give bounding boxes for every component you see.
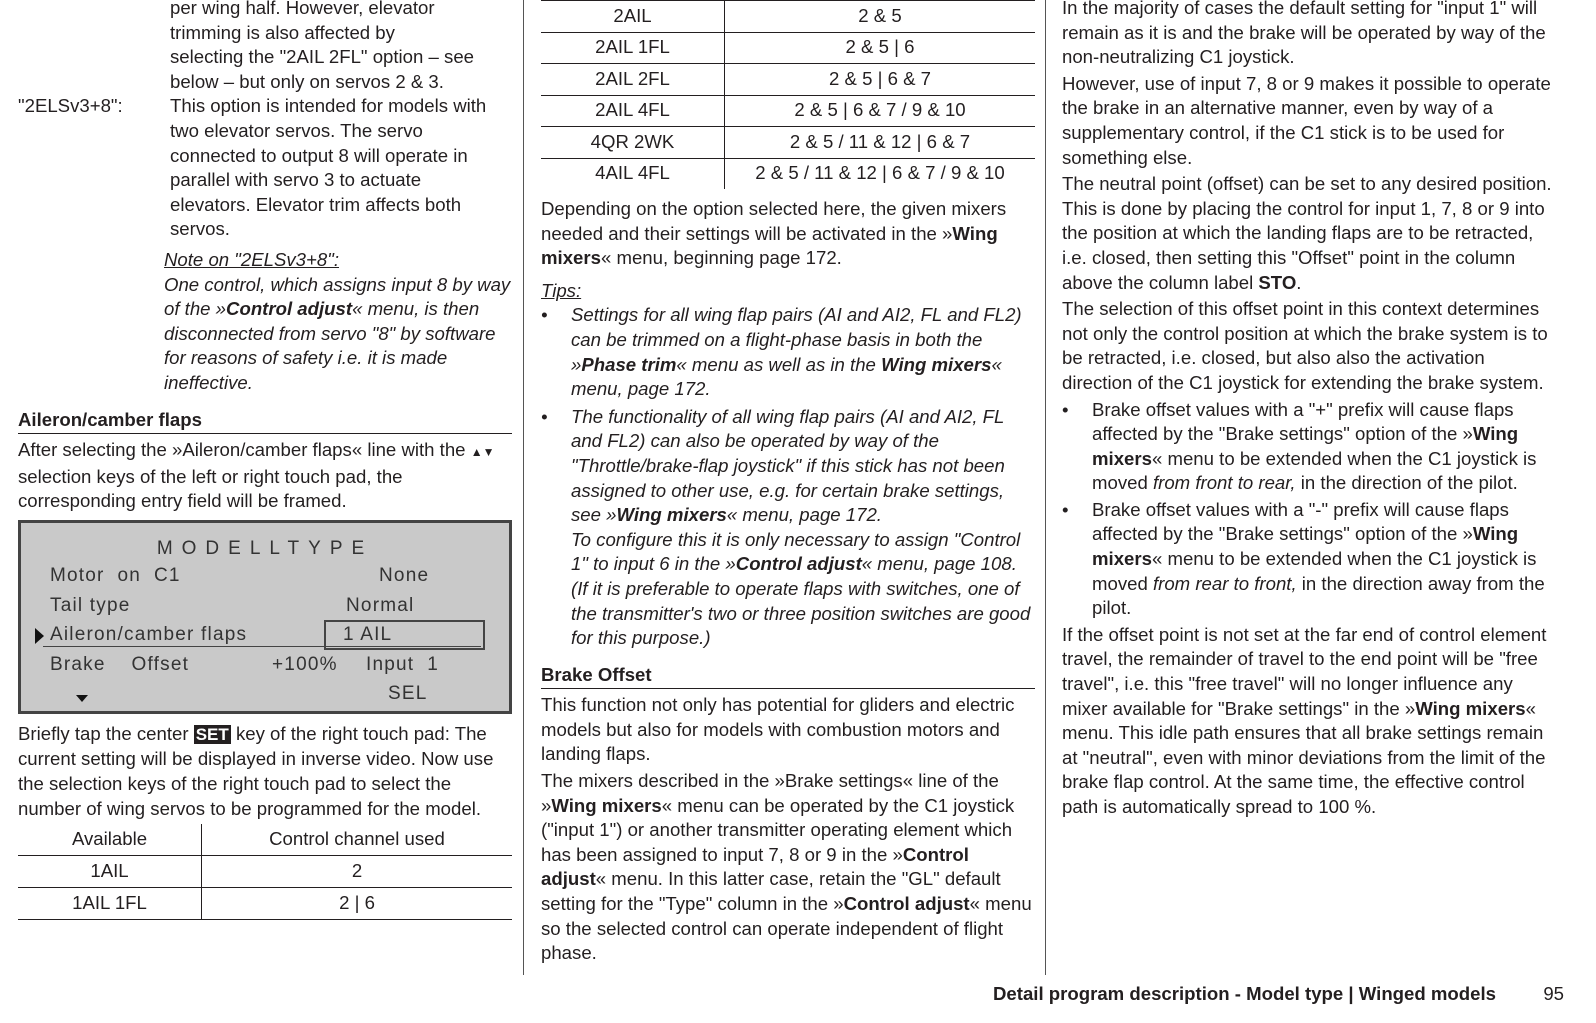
- table-cell: 2 & 5 | 6: [725, 32, 1036, 64]
- lcd-row-underline: [43, 646, 481, 648]
- page-number: 95: [1543, 983, 1564, 1004]
- intro-line: trimming is also affected by: [170, 21, 395, 43]
- list-item: • Brake offset values with a "+" prefix will cause flaps affected by the "Brake settings" option of the »Wing mixers« menu to be extended when the C1 joystick is moved from front to rear, in the direction of the pilot.: [1062, 398, 1560, 496]
- list-item: • Settings for all wing flap pairs (AI and AI2, FL and FL2) can be trimmed on a flight-phase basis in both the »Phase trim« menu as well as in the Wing mixers« menu, page 172.: [541, 303, 1035, 401]
- channel-table-part2: [541, 0, 1035, 189]
- tips-heading: Tips:: [541, 279, 582, 301]
- lcd-sel-label: SEL: [388, 682, 428, 704]
- column-divider-2: [1045, 0, 1046, 975]
- table-row: [18, 856, 512, 888]
- scroll-down-icon: [76, 695, 88, 702]
- table-cell: 2 | 6: [202, 888, 513, 920]
- lcd-tail-label: Tail type: [50, 594, 131, 616]
- paragraph-free-travel: If the offset point is not set at the far end of control element travel, the remainder of travel to the end point will be "free travel", i.e. this "free travel" will no longer influence any mixer available for "Brake settings" in the »Wing mixers« menu. This idle path ensures that all brake settings remain at "neutral", even with minor deviations from the limit of the brake flap control. At the same time, the effective control path is automatically spread to 100 %.: [1062, 623, 1547, 817]
- lcd-motor-label: Motor on C1: [50, 564, 181, 586]
- intro-line: below – but only on servos 2 & 3.: [170, 70, 444, 92]
- paragraph-brake-intro: This function not only has potential for gliders and electric models but also for models with combustion motors and landing flaps.: [541, 694, 1015, 765]
- page-footer: [0, 982, 1596, 1008]
- table-header-channel: Control channel used: [202, 824, 513, 856]
- table-header-available: Available: [18, 824, 202, 856]
- lcd-brake-label: Brake Offset: [50, 653, 190, 675]
- column-1: [18, 0, 512, 920]
- lcd-motor-value[interactable]: None: [379, 564, 430, 586]
- tips-list: [541, 303, 1035, 650]
- note-block: [164, 248, 512, 396]
- table-cell: 2AIL 1FL: [541, 32, 725, 64]
- table-header-row: [18, 824, 512, 856]
- lcd-aileron-label: Aileron/camber flaps: [50, 623, 248, 645]
- intro-line: per wing half. However, elevator: [170, 0, 435, 18]
- table-cell: 2AIL: [541, 1, 725, 33]
- offset-bullets: [1062, 398, 1560, 621]
- definition-term: "2ELSv3+8":: [18, 95, 123, 117]
- column-2: [541, 0, 1035, 968]
- column-3: [1062, 0, 1560, 822]
- section-heading-aileron: Aileron/camber flaps: [18, 408, 512, 435]
- paragraph-aileron-select: After selecting the »Aileron/camber flaps« line with the ▲▼ selection keys of the left or right touch pad, the corresponding entry field will be framed.: [18, 439, 495, 512]
- table-cell: 2AIL 4FL: [541, 95, 725, 127]
- paragraph-alternative-input: However, use of input 7, 8 or 9 makes it possible to operate the brake in an alternative manner, even by way of a supplementary control, if the C1 stick is to be used for something else.: [1062, 72, 1551, 168]
- note-heading: Note on "2ELSv3+8":: [164, 248, 339, 270]
- list-item: • The functionality of all wing flap pairs (AI and AI2, FL and FL2) can also be operated by way of the "Throttle/brake-flap joystick" if this stick has not been assigned to other use, e.g. for certain brake settings, see »Wing mixers« menu, page 172. To configure this it is only necessary to assign "Control 1" to input 6 in the »Control adjust« menu, page 108. (If it is preferable to operate flaps with switches, one of the transmitter's two or three position switches are good for this purpose.): [541, 405, 1035, 651]
- selection-keys-icon: ▲▼: [470, 445, 495, 460]
- definition-2elsv3-8: [18, 94, 512, 242]
- definition-description: This option is intended for models with two elevator servos. The servo connected to output 8 will operate in parallel with servo 3 to actuate elevators. Elevator trim affects both servos.: [170, 95, 487, 240]
- table-cell: 1AIL 1FL: [18, 888, 202, 920]
- table-row: [541, 32, 1035, 64]
- paragraph-neutral-point: The neutral point (offset) can be set to any desired position. This is done by placing the control for input 1, 7, 8 or 9 into the position at which the landing flaps are to be retracted, i.e. closed, then setting this "Offset" point in the column above the column label STO.: [1062, 173, 1552, 293]
- column-divider-1: [523, 0, 524, 975]
- set-key-icon: SET: [195, 724, 229, 744]
- paragraph-set-key: Briefly tap the center SET key of the right touch pad: The current setting will be displayed in inverse video. Now use the selection keys of the right touch pad to select the number of wing servos to be programmed for the model.: [18, 722, 494, 819]
- table-cell: 2 & 5 | 6 & 7: [725, 64, 1036, 96]
- lcd-brake-offset[interactable]: +100%: [272, 653, 338, 675]
- cursor-arrow-icon: [35, 628, 44, 644]
- table-cell: 2 & 5 / 11 & 12 | 6 & 7: [725, 127, 1036, 159]
- footer-title: Detail program description - Model type | Winged models: [993, 983, 1496, 1004]
- lcd-tail-value[interactable]: Normal: [346, 594, 415, 616]
- paragraph-offset-selection: The selection of this offset point in this context determines not only the control position at which the brake system is to be retracted, i.e. closed, but also also the activation direction of the C1 joystick for extending the brake system.: [1062, 298, 1548, 393]
- table-cell: 4AIL 4FL: [541, 158, 725, 189]
- paragraph-default-input: In the majority of cases the default setting for "input 1" will remain as it is and the brake will be operated by way of the non-neutralizing C1 joystick.: [1062, 0, 1546, 68]
- table-row: [541, 127, 1035, 159]
- lcd-screen: [18, 520, 512, 714]
- table-row: [18, 888, 512, 920]
- table-row: [541, 95, 1035, 127]
- list-item: • Brake offset values with a "-" prefix will cause flaps affected by the "Brake settings" option of the »Wing mixers« menu to be extended when the C1 joystick is moved from rear to front, in the direction away from the pilot.: [1062, 498, 1560, 621]
- table-cell: 2 & 5 / 11 & 12 | 6 & 7 / 9 & 10: [755, 162, 1005, 184]
- table-cell: 4QR 2WK: [541, 127, 725, 159]
- section-heading-brake-offset: Brake Offset: [541, 663, 1035, 690]
- table-row: [541, 158, 1035, 189]
- table-cell: 2 & 5 | 6 & 7 / 9 & 10: [725, 95, 1036, 127]
- table-cell: 1AIL: [18, 856, 202, 888]
- lcd-aileron-value[interactable]: 1 AIL: [343, 623, 393, 645]
- table-row: [541, 1, 1035, 33]
- lcd-brake-input[interactable]: Input 1: [366, 653, 439, 675]
- paragraph-options: Depending on the option selected here, the given mixers needed and their settings will be activated in the »Wing mixers« menu, beginning page 172.: [541, 198, 1007, 269]
- table-cell: 2 & 5: [725, 1, 1036, 33]
- paragraph-brake-mixers: The mixers described in the »Brake settings« line of the »Wing mixers« menu can be operated by the C1 joystick ("input 1") or another transmitter operating element which has been assigned to input 7, 8 or 9 in the »Control adjust« menu. In this latter case, retain the "GL" default setting for the "Type" column in the »Control adjust« menu so the selected control can operate independent of flight phase.: [541, 770, 1032, 964]
- table-cell: 2AIL 2FL: [541, 64, 725, 96]
- table-row: [541, 64, 1035, 96]
- intro-text: [170, 0, 512, 94]
- lcd-title: MODELLTYPE: [156, 537, 374, 559]
- note-text: One control, which assigns input 8 by way of the »Control adjust« menu, is then disconnected from servo "8" by software for reasons of safety i.e. it is made ineffective.: [164, 273, 511, 393]
- intro-line: selecting the "2AIL 2FL" option – see: [170, 46, 475, 68]
- channel-table-part1: [18, 824, 512, 920]
- table-cell: 2: [202, 856, 513, 888]
